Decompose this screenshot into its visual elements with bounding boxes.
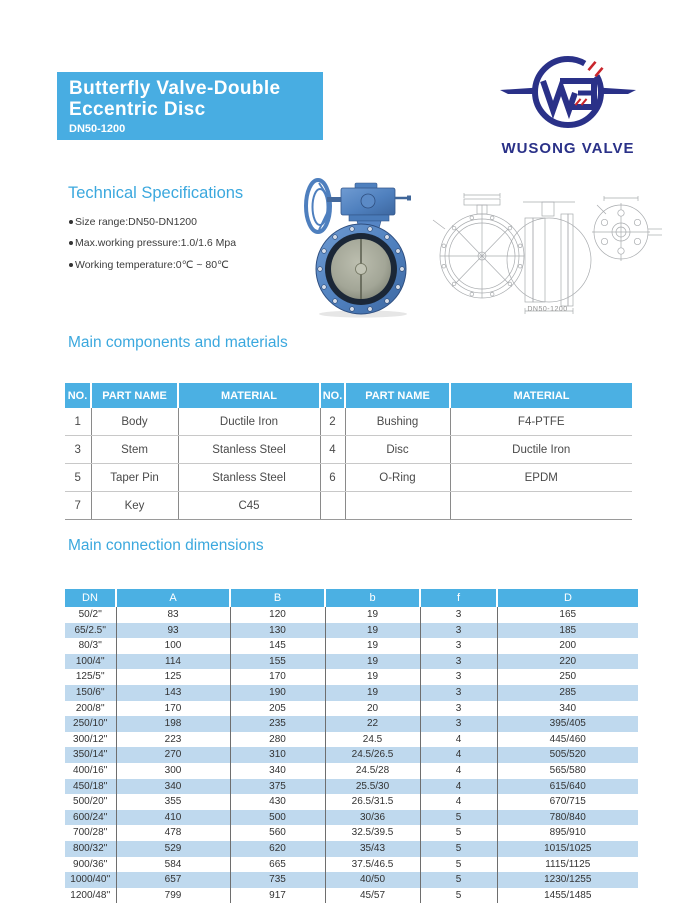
cell-d: 1230/1255 bbox=[497, 872, 638, 888]
dimensions-row bbox=[65, 779, 638, 795]
cell-dn: 350/14'' bbox=[65, 747, 116, 763]
company-name: WUSONG VALVE bbox=[501, 140, 635, 157]
cell-a: 93 bbox=[116, 623, 230, 639]
cell-b-lower: 24.5 bbox=[325, 732, 420, 748]
dimensions-row bbox=[65, 701, 638, 717]
cell-f: 4 bbox=[420, 747, 497, 763]
cell-b-upper: 310 bbox=[230, 747, 325, 763]
components-table bbox=[65, 383, 632, 520]
cell-a: 143 bbox=[116, 685, 230, 701]
cell-part-name: Key bbox=[91, 492, 178, 520]
dimensions-row bbox=[65, 872, 638, 888]
cell-dn: 600/24'' bbox=[65, 810, 116, 826]
page-title-line2: Eccentric Disc bbox=[69, 99, 206, 120]
title-banner bbox=[57, 72, 323, 140]
cell-b-upper: 917 bbox=[230, 888, 325, 904]
spec-item bbox=[69, 254, 236, 276]
cell-a: 657 bbox=[116, 872, 230, 888]
cell-d: 565/580 bbox=[497, 763, 638, 779]
cell-b-lower: 22 bbox=[325, 716, 420, 732]
cell-b-upper: 130 bbox=[230, 623, 325, 639]
cell-dn: 700/28'' bbox=[65, 825, 116, 841]
cell-a: 340 bbox=[116, 779, 230, 795]
cell-f: 4 bbox=[420, 794, 497, 810]
page-title-line1: Butterfly Valve-Double bbox=[69, 78, 281, 99]
cell-d: 505/520 bbox=[497, 747, 638, 763]
cell-material: Ductile Iron bbox=[178, 408, 320, 436]
cell-a: 170 bbox=[116, 701, 230, 717]
cell-f: 5 bbox=[420, 810, 497, 826]
cell-f: 3 bbox=[420, 607, 497, 623]
cell-no: 3 bbox=[65, 436, 91, 464]
cell-d: 895/910 bbox=[497, 825, 638, 841]
col-header-part-1: PART NAME bbox=[91, 383, 178, 408]
dimensions-table bbox=[65, 589, 638, 903]
cell-a: 223 bbox=[116, 732, 230, 748]
cell-a: 83 bbox=[116, 607, 230, 623]
col-header-b-lower: b bbox=[325, 589, 420, 607]
cell-b-upper: 170 bbox=[230, 669, 325, 685]
cell-f: 5 bbox=[420, 888, 497, 904]
cell-dn: 800/32'' bbox=[65, 841, 116, 857]
cell-material: F4-PTFE bbox=[450, 408, 632, 436]
cell-d: 780/840 bbox=[497, 810, 638, 826]
cell-dn: 65/2.5'' bbox=[65, 623, 116, 639]
cell-f: 3 bbox=[420, 638, 497, 654]
cell-dn: 500/20'' bbox=[65, 794, 116, 810]
wusong-logo-icon bbox=[498, 50, 638, 140]
dimensions-row bbox=[65, 638, 638, 654]
spec-item bbox=[69, 233, 236, 255]
cell-a: 270 bbox=[116, 747, 230, 763]
dimensions-heading: Main connection dimensions bbox=[68, 537, 264, 554]
cell-a: 529 bbox=[116, 841, 230, 857]
cell-d: 340 bbox=[497, 701, 638, 717]
col-header-part-2: PART NAME bbox=[345, 383, 450, 408]
cell-b-upper: 430 bbox=[230, 794, 325, 810]
cell-dn: 900/36'' bbox=[65, 857, 116, 873]
cell-f: 3 bbox=[420, 669, 497, 685]
cell-d: 285 bbox=[497, 685, 638, 701]
cell-part-name bbox=[345, 492, 450, 520]
spec-item bbox=[69, 211, 236, 233]
cell-b-lower: 45/57 bbox=[325, 888, 420, 904]
cell-part-name: Stem bbox=[91, 436, 178, 464]
dimensions-row bbox=[65, 763, 638, 779]
cell-a: 799 bbox=[116, 888, 230, 904]
cell-b-lower: 19 bbox=[325, 623, 420, 639]
dimensions-row bbox=[65, 716, 638, 732]
cell-f: 5 bbox=[420, 841, 497, 857]
col-header-d: D bbox=[497, 589, 638, 607]
cell-dn: 300/12'' bbox=[65, 732, 116, 748]
cell-d: 200 bbox=[497, 638, 638, 654]
cell-b-upper: 665 bbox=[230, 857, 325, 873]
cell-b-upper: 340 bbox=[230, 763, 325, 779]
cell-a: 584 bbox=[116, 857, 230, 873]
cell-b-upper: 280 bbox=[230, 732, 325, 748]
cell-d: 220 bbox=[497, 654, 638, 670]
dimensions-row bbox=[65, 747, 638, 763]
cell-f: 3 bbox=[420, 701, 497, 717]
cell-f: 5 bbox=[420, 857, 497, 873]
cell-f: 3 bbox=[420, 716, 497, 732]
cell-dn: 50/2'' bbox=[65, 607, 116, 623]
cell-part-name: O-Ring bbox=[345, 464, 450, 492]
dimensions-row bbox=[65, 794, 638, 810]
cell-dn: 150/6'' bbox=[65, 685, 116, 701]
dimensions-header-row bbox=[65, 589, 638, 607]
cell-b-lower: 24.5/26.5 bbox=[325, 747, 420, 763]
spec-text: Size range:DN50-DN1200 bbox=[75, 215, 197, 228]
cell-a: 300 bbox=[116, 763, 230, 779]
cell-d: 1015/1025 bbox=[497, 841, 638, 857]
dimensions-row bbox=[65, 607, 638, 623]
cell-b-upper: 560 bbox=[230, 825, 325, 841]
drawing-caption: DN50-1200 bbox=[527, 306, 568, 313]
cell-d: 615/640 bbox=[497, 779, 638, 795]
col-header-material-1: MATERIAL bbox=[178, 383, 320, 408]
col-header-f: f bbox=[420, 589, 497, 607]
dimensions-row bbox=[65, 888, 638, 904]
cell-b-lower: 40/50 bbox=[325, 872, 420, 888]
cell-f: 4 bbox=[420, 732, 497, 748]
dimensions-row bbox=[65, 810, 638, 826]
bullet-icon bbox=[69, 220, 73, 224]
cell-b-upper: 190 bbox=[230, 685, 325, 701]
page-title bbox=[69, 78, 315, 120]
cell-part-name: Taper Pin bbox=[91, 464, 178, 492]
cell-no: 2 bbox=[320, 408, 345, 436]
cell-a: 198 bbox=[116, 716, 230, 732]
cell-a: 478 bbox=[116, 825, 230, 841]
cell-material bbox=[450, 492, 632, 520]
cell-dn: 1200/48'' bbox=[65, 888, 116, 904]
dimensions-row bbox=[65, 685, 638, 701]
cell-d: 185 bbox=[497, 623, 638, 639]
dimensions-row bbox=[65, 825, 638, 841]
cell-b-lower: 30/36 bbox=[325, 810, 420, 826]
cell-f: 3 bbox=[420, 623, 497, 639]
cell-material: Ductile Iron bbox=[450, 436, 632, 464]
cell-d: 250 bbox=[497, 669, 638, 685]
cell-a: 114 bbox=[116, 654, 230, 670]
cell-d: 1115/1125 bbox=[497, 857, 638, 873]
cell-b-upper: 735 bbox=[230, 872, 325, 888]
components-row bbox=[65, 492, 632, 520]
cell-no: 7 bbox=[65, 492, 91, 520]
cell-d: 445/460 bbox=[497, 732, 638, 748]
cell-d: 165 bbox=[497, 607, 638, 623]
cell-a: 410 bbox=[116, 810, 230, 826]
cell-d: 1455/1485 bbox=[497, 888, 638, 904]
wusong-logo bbox=[498, 50, 638, 157]
col-header-no-1: NO. bbox=[65, 383, 91, 408]
components-row bbox=[65, 464, 632, 492]
dimensions-row bbox=[65, 669, 638, 685]
cell-part-name: Body bbox=[91, 408, 178, 436]
cell-b-upper: 145 bbox=[230, 638, 325, 654]
bullet-icon bbox=[69, 263, 73, 267]
cell-b-lower: 25.5/30 bbox=[325, 779, 420, 795]
cell-d: 670/715 bbox=[497, 794, 638, 810]
cell-dn: 450/18'' bbox=[65, 779, 116, 795]
col-header-a: A bbox=[116, 589, 230, 607]
cell-b-lower: 37.5/46.5 bbox=[325, 857, 420, 873]
cell-b-lower: 24.5/28 bbox=[325, 763, 420, 779]
cell-b-upper: 620 bbox=[230, 841, 325, 857]
cell-dn: 125/5'' bbox=[65, 669, 116, 685]
cell-b-lower: 19 bbox=[325, 654, 420, 670]
spec-text: Working temperature:0℃ ~ 80℃ bbox=[75, 258, 229, 271]
dimensions-row bbox=[65, 857, 638, 873]
tech-specs-heading: Technical Specifications bbox=[68, 184, 244, 202]
components-header-row bbox=[65, 383, 632, 408]
cell-b-upper: 155 bbox=[230, 654, 325, 670]
cell-b-lower: 19 bbox=[325, 669, 420, 685]
components-heading: Main components and materials bbox=[68, 334, 288, 351]
spec-text: Max.working pressure:1.0/1.6 Mpa bbox=[75, 237, 237, 250]
cell-a: 100 bbox=[116, 638, 230, 654]
col-header-no-2: NO. bbox=[320, 383, 345, 408]
components-row bbox=[65, 408, 632, 436]
cell-b-lower: 19 bbox=[325, 685, 420, 701]
cell-b-lower: 20 bbox=[325, 701, 420, 717]
cell-a: 355 bbox=[116, 794, 230, 810]
valve-product-photo bbox=[297, 176, 429, 319]
col-header-material-2: MATERIAL bbox=[450, 383, 632, 408]
cell-part-name: Disc bbox=[345, 436, 450, 464]
col-header-b-upper: B bbox=[230, 589, 325, 607]
col-header-dn: DN bbox=[65, 589, 116, 607]
cell-b-lower: 19 bbox=[325, 638, 420, 654]
cell-material: Stanless Steel bbox=[178, 436, 320, 464]
valve-technical-drawings bbox=[425, 192, 670, 314]
cell-b-upper: 375 bbox=[230, 779, 325, 795]
cell-f: 4 bbox=[420, 763, 497, 779]
cell-dn: 100/4'' bbox=[65, 654, 116, 670]
dimensions-row bbox=[65, 841, 638, 857]
bullet-icon bbox=[69, 241, 73, 245]
cell-b-lower: 19 bbox=[325, 607, 420, 623]
cell-material: EPDM bbox=[450, 464, 632, 492]
cell-b-lower: 32.5/39.5 bbox=[325, 825, 420, 841]
cell-f: 3 bbox=[420, 685, 497, 701]
cell-b-lower: 26.5/31.5 bbox=[325, 794, 420, 810]
cell-material: Stanless Steel bbox=[178, 464, 320, 492]
cell-b-upper: 120 bbox=[230, 607, 325, 623]
dimensions-row bbox=[65, 623, 638, 639]
cell-b-upper: 205 bbox=[230, 701, 325, 717]
cell-b-upper: 235 bbox=[230, 716, 325, 732]
tech-specs-list bbox=[69, 211, 236, 276]
cell-b-lower: 35/43 bbox=[325, 841, 420, 857]
dimensions-row bbox=[65, 732, 638, 748]
cell-f: 3 bbox=[420, 654, 497, 670]
cell-material: C45 bbox=[178, 492, 320, 520]
cell-part-name: Bushing bbox=[345, 408, 450, 436]
cell-b-upper: 500 bbox=[230, 810, 325, 826]
cell-dn: 250/10'' bbox=[65, 716, 116, 732]
cell-no: 1 bbox=[65, 408, 91, 436]
cell-no: 4 bbox=[320, 436, 345, 464]
cell-no bbox=[320, 492, 345, 520]
size-range-subtitle: DN50-1200 bbox=[69, 123, 126, 135]
cell-f: 5 bbox=[420, 825, 497, 841]
cell-dn: 200/8'' bbox=[65, 701, 116, 717]
cell-a: 125 bbox=[116, 669, 230, 685]
components-row bbox=[65, 436, 632, 464]
cell-dn: 80/3'' bbox=[65, 638, 116, 654]
dimensions-row bbox=[65, 654, 638, 670]
cell-no: 5 bbox=[65, 464, 91, 492]
cell-f: 5 bbox=[420, 872, 497, 888]
cell-f: 4 bbox=[420, 779, 497, 795]
cell-dn: 400/16'' bbox=[65, 763, 116, 779]
cell-no: 6 bbox=[320, 464, 345, 492]
cell-d: 395/405 bbox=[497, 716, 638, 732]
cell-dn: 1000/40'' bbox=[65, 872, 116, 888]
